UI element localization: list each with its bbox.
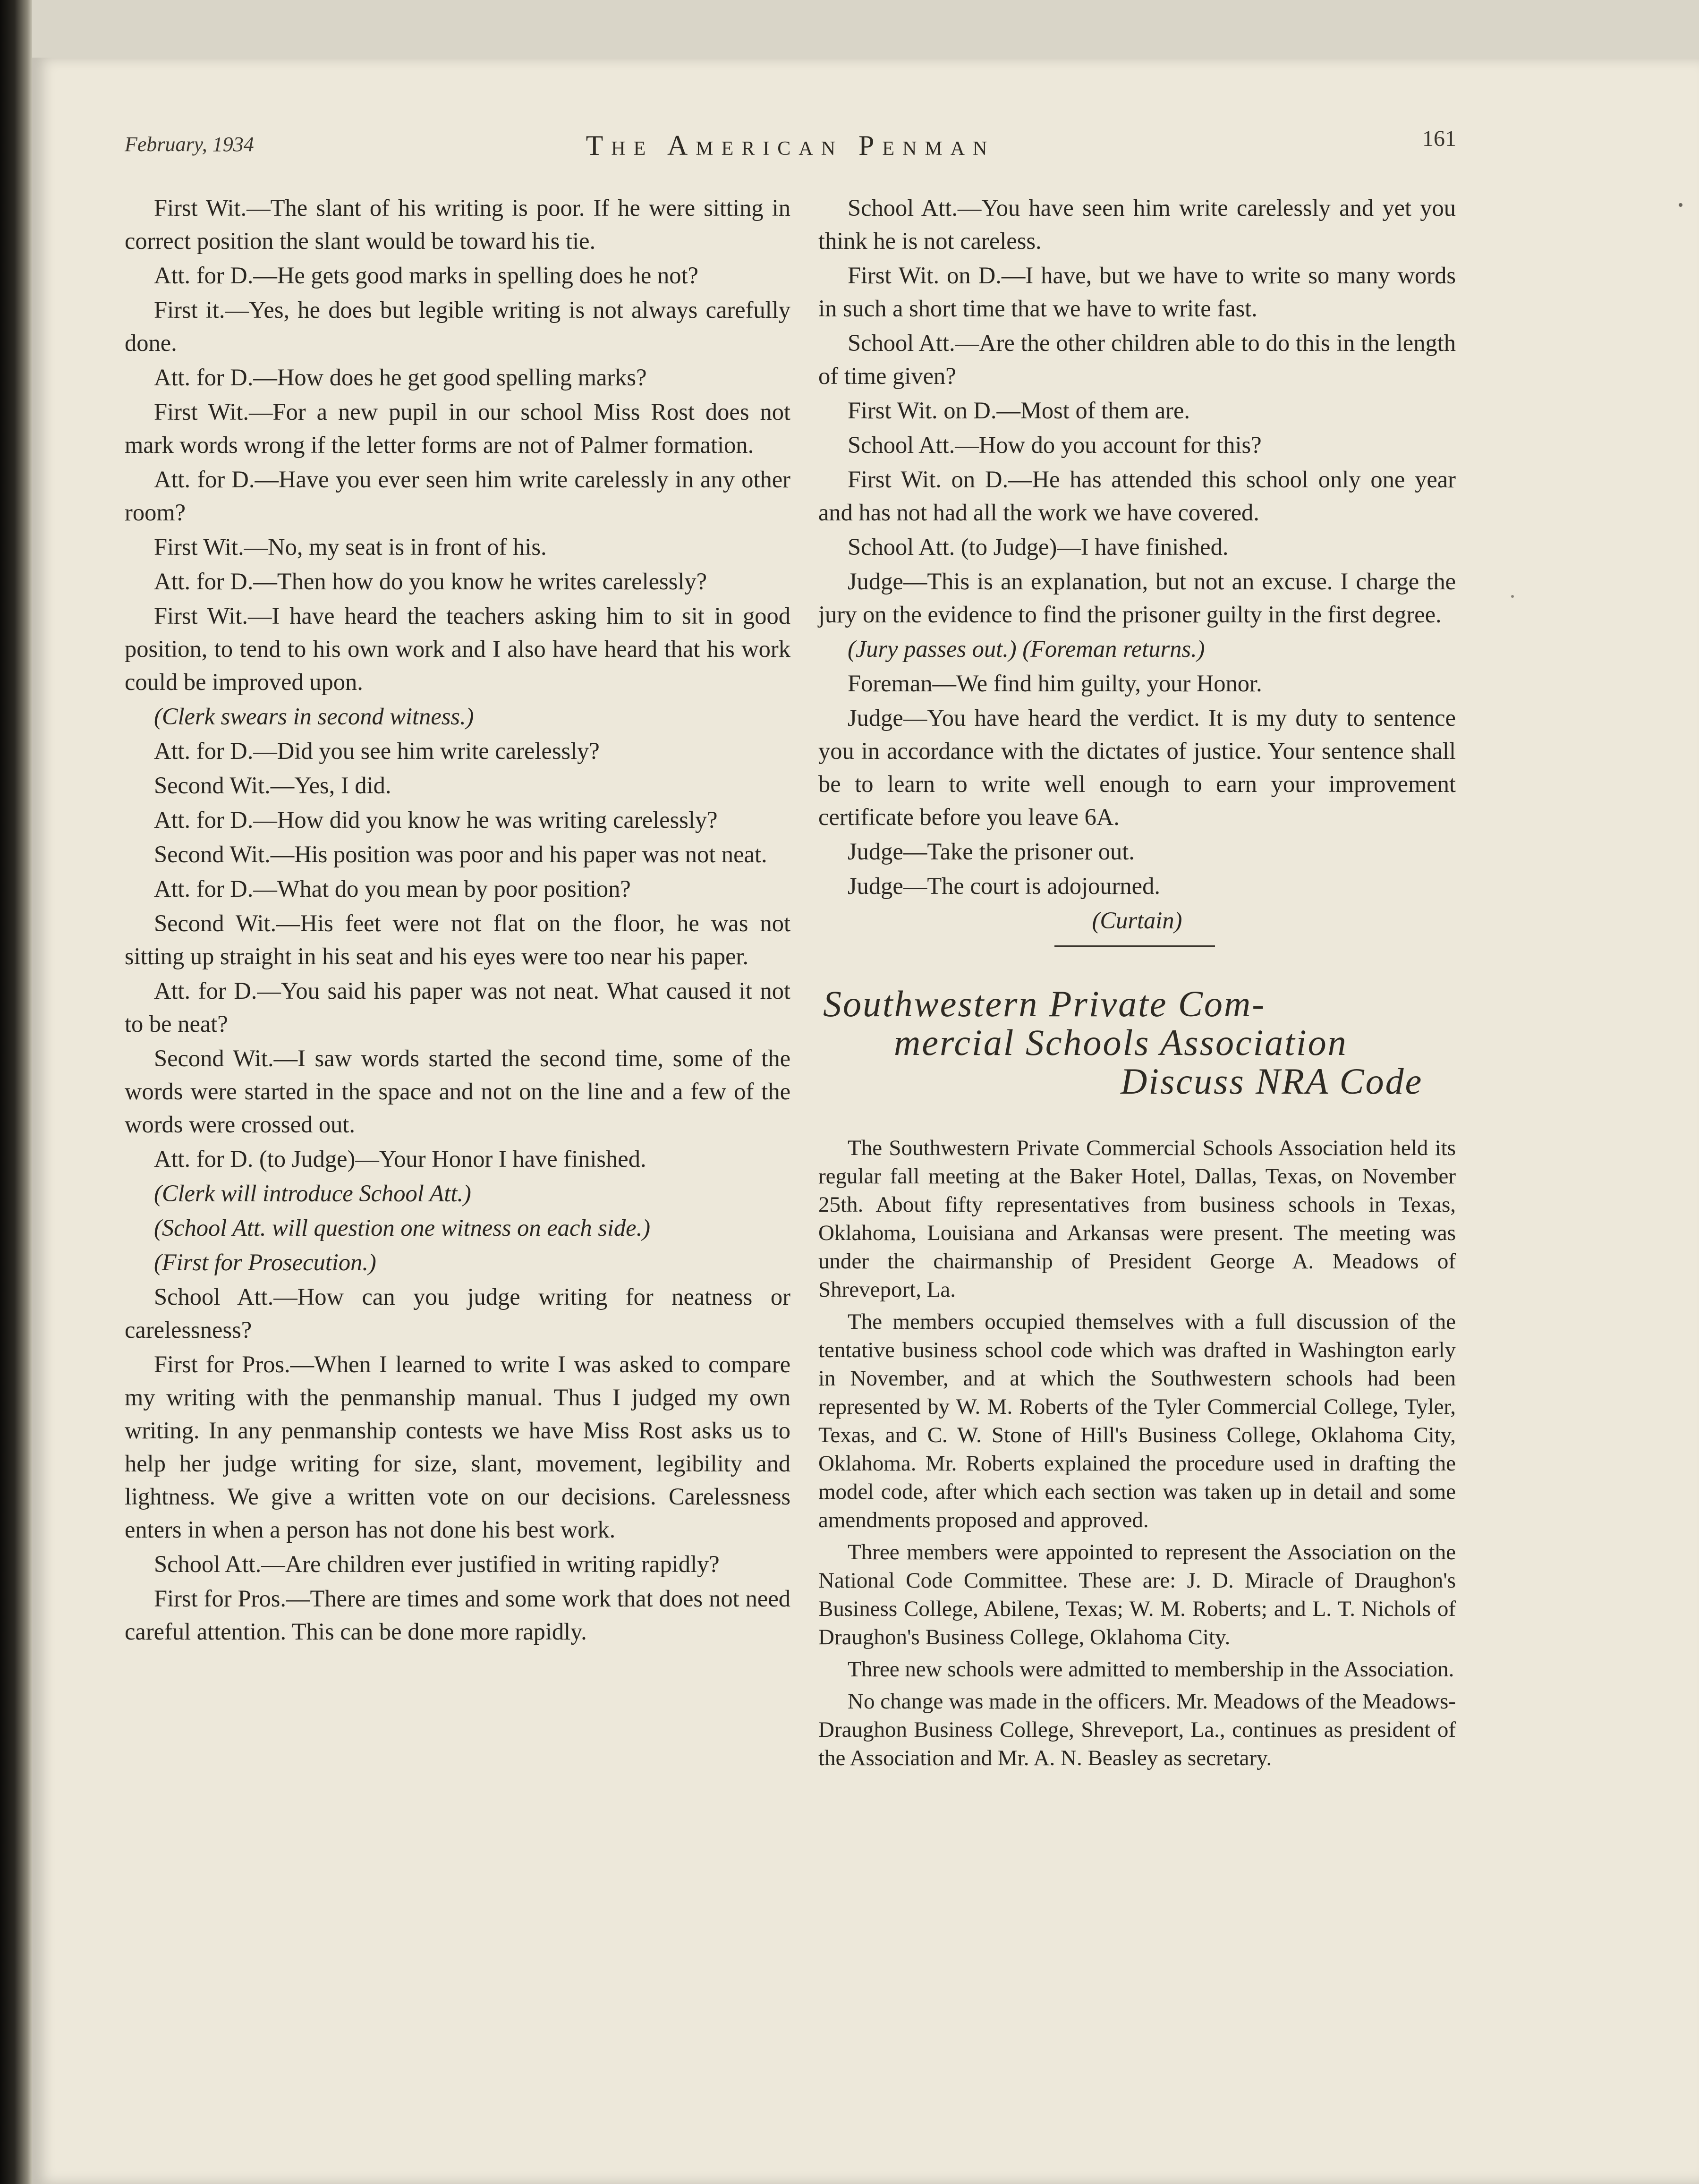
right-column — [818, 191, 1456, 1776]
dialogue-line: School Att.—How do you account for this? — [848, 432, 1262, 458]
headline-line: Southwestern Private Com- — [823, 983, 1266, 1024]
running-header — [125, 126, 1456, 170]
dialogue-line: Att. for D.—Did you see him write carelessly? — [154, 738, 600, 764]
dialogue-line: First Wit. on D.—Most of them are. — [848, 397, 1190, 424]
dialogue-line: School Att.—Are the other children able to do this in the length of time given? — [818, 330, 1456, 389]
article-paragraph: Three members were appointed to represent the Association on the National Code Committee. These are: J. D. Miracle of Draughon's Business College, Abilene, Texas; W. M. Roberts; and L. T. Nichols of Draughon's Business College, Oklahoma City. — [818, 1540, 1456, 1649]
dialogue-line: First for Pros.—When I learned to write I was asked to compare my writing with the penmanship manual. Thus I judged my own writing. In any penmanship contests we have Miss Rost asks us to help her judge writing for size, slant, movement, legibility and lightness. We give a written vote on our decisions. Carelessness enters in when a person has not done his best work. — [125, 1351, 790, 1543]
dialogue-line: First Wit.—No, my seat is in front of his. — [154, 534, 547, 560]
headline-line: mercial Schools Association — [894, 1022, 1348, 1063]
book-spine-shadow — [0, 0, 32, 2184]
dialogue-line: First Wit. on D.—He has attended this school only one year and has not had all the work we have covered. — [818, 466, 1456, 526]
stage-direction: (Clerk swears in second witness.) — [154, 703, 474, 730]
article-body — [818, 1134, 1456, 1772]
dialogue-line: Judge—You have heard the verdict. It is my duty to sentence you in accordance with the dictates of justice. Your sentence shall be to learn to write well enough to earn your improvement certificate before you leave 6A. — [818, 705, 1456, 830]
page-number: 161 — [1422, 126, 1456, 151]
dialogue-line: School Att. (to Judge)—I have finished. — [848, 534, 1229, 560]
article-paragraph: Three new schools were admitted to membership in the Association. — [848, 1657, 1454, 1682]
dialogue-line: First Wit.—I have heard the teachers asking him to sit in good position, to tend to his own work and I also have heard that his work could be improved upon. — [125, 603, 790, 695]
dialogue-line: Second Wit.—Yes, I did. — [154, 772, 391, 799]
dialogue-line: First it.—Yes, he does but legible writing is not always carefully done. — [125, 297, 790, 356]
dialogue-line: Judge—This is an explanation, but not an excuse. I charge the jury on the evidence to find the prisoner guilty in the first degree. — [818, 568, 1456, 628]
dialogue-line: First Wit. on D.—I have, but we have to write so many words in such a short time that we have to write fast. — [818, 262, 1456, 322]
dialogue-line: Att. for D.—Then how do you know he writes carelessly? — [154, 568, 707, 595]
curtain-direction: (Curtain) — [1092, 907, 1182, 934]
stage-direction: (Jury passes out.) (Foreman returns.) — [848, 636, 1205, 662]
magazine-title: The American Penman — [586, 130, 995, 161]
article-paragraph: The members occupied themselves with a full discussion of the tentative business school code which was drafted in Washington early in November, and at which the Southwestern schools had been represented by W. M. Roberts of the Tyler Commercial College, Tyler, Texas, and C. W. Stone of Hill's Business College, Oklahoma City, Oklahoma. Mr. Roberts explained the procedure used in drafting the model code, after which each section was taken up in detail and some amendments proposed and approved. — [818, 1309, 1456, 1532]
dialogue-line: School Att.—Are children ever justified in writing rapidly? — [154, 1551, 720, 1577]
article-paragraph: No change was made in the officers. Mr. Meadows of the Meadows-Draughon Business College, Shreveport, La., continues as president of the Association and Mr. A. N. Beasley as secretary. — [818, 1689, 1456, 1770]
dialogue-line: Second Wit.—I saw words started the second time, some of the words were started in the space and not on the line and a few of the words were crossed out. — [125, 1045, 790, 1138]
dialogue-line: Att. for D. (to Judge)—Your Honor I have finished. — [154, 1146, 646, 1172]
dialogue-line: Att. for D.—How does he get good spelling marks? — [154, 364, 647, 391]
dialogue-line: Foreman—We find him guilty, your Honor. — [848, 670, 1262, 697]
page-speck — [1511, 595, 1514, 598]
stage-direction: (First for Prosecution.) — [154, 1249, 376, 1275]
issue-date: February, 1934 — [125, 133, 254, 156]
article-headline — [818, 985, 1456, 1101]
dialogue-line: Second Wit.—His feet were not flat on the floor, he was not sitting up straight in his seat and his eyes were too near his paper. — [125, 910, 790, 969]
dialogue-line: Judge—Take the prisoner out. — [848, 838, 1135, 865]
dialogue-line: Att. for D.—Have you ever seen him write carelessly in any other room? — [125, 466, 790, 526]
dialogue-line: Att. for D.—What do you mean by poor position? — [154, 875, 631, 902]
stage-direction: (Clerk will introduce School Att.) — [154, 1180, 471, 1207]
stage-direction: (School Att. will question one witness on each side.) — [154, 1215, 651, 1241]
dialogue-line: First Wit.—For a new pupil in our school Miss Rost does not mark words wrong if the letter forms are not of Palmer formation. — [125, 399, 790, 458]
dialogue-line: Att. for D.—He gets good marks in spelling does he not? — [154, 262, 698, 289]
dialogue-line: Att. for D.—How did you know he was writing carelessly? — [154, 807, 718, 833]
dialogue-line: Att. for D.—You said his paper was not neat. What caused it not to be neat? — [125, 977, 790, 1037]
dialogue-line: First for Pros.—There are times and some work that does not need careful attention. This can be done more rapidly. — [125, 1585, 790, 1645]
section-divider — [1054, 945, 1215, 947]
dialogue-line: First Wit.—The slant of his writing is poor. If he were sitting in correct position the slant would be toward his tie. — [125, 195, 790, 254]
article-paragraph: The Southwestern Private Commercial Schools Association held its regular fall meeting at the Baker Hotel, Dallas, Texas, on November 25th. About fifty representatives from business schools in Texas, Oklahoma, Louisiana and Arkansas were present. The meeting was under the chairmanship of President George A. Meadows of Shreveport, La. — [818, 1136, 1456, 1302]
dialogue-line: School Att.—How can you judge writing for neatness or carelessness? — [125, 1283, 790, 1343]
headline-line: Discuss NRA Code — [1121, 1061, 1423, 1102]
dialogue-line: School Att.—You have seen him write carelessly and yet you think he is not careless. — [818, 195, 1456, 254]
dialogue-line: Second Wit.—His position was poor and his paper was not neat. — [154, 841, 767, 867]
left-column — [125, 191, 790, 1649]
dialogue-line: Judge—The court is adojourned. — [848, 873, 1160, 899]
page-speck — [1679, 203, 1682, 207]
